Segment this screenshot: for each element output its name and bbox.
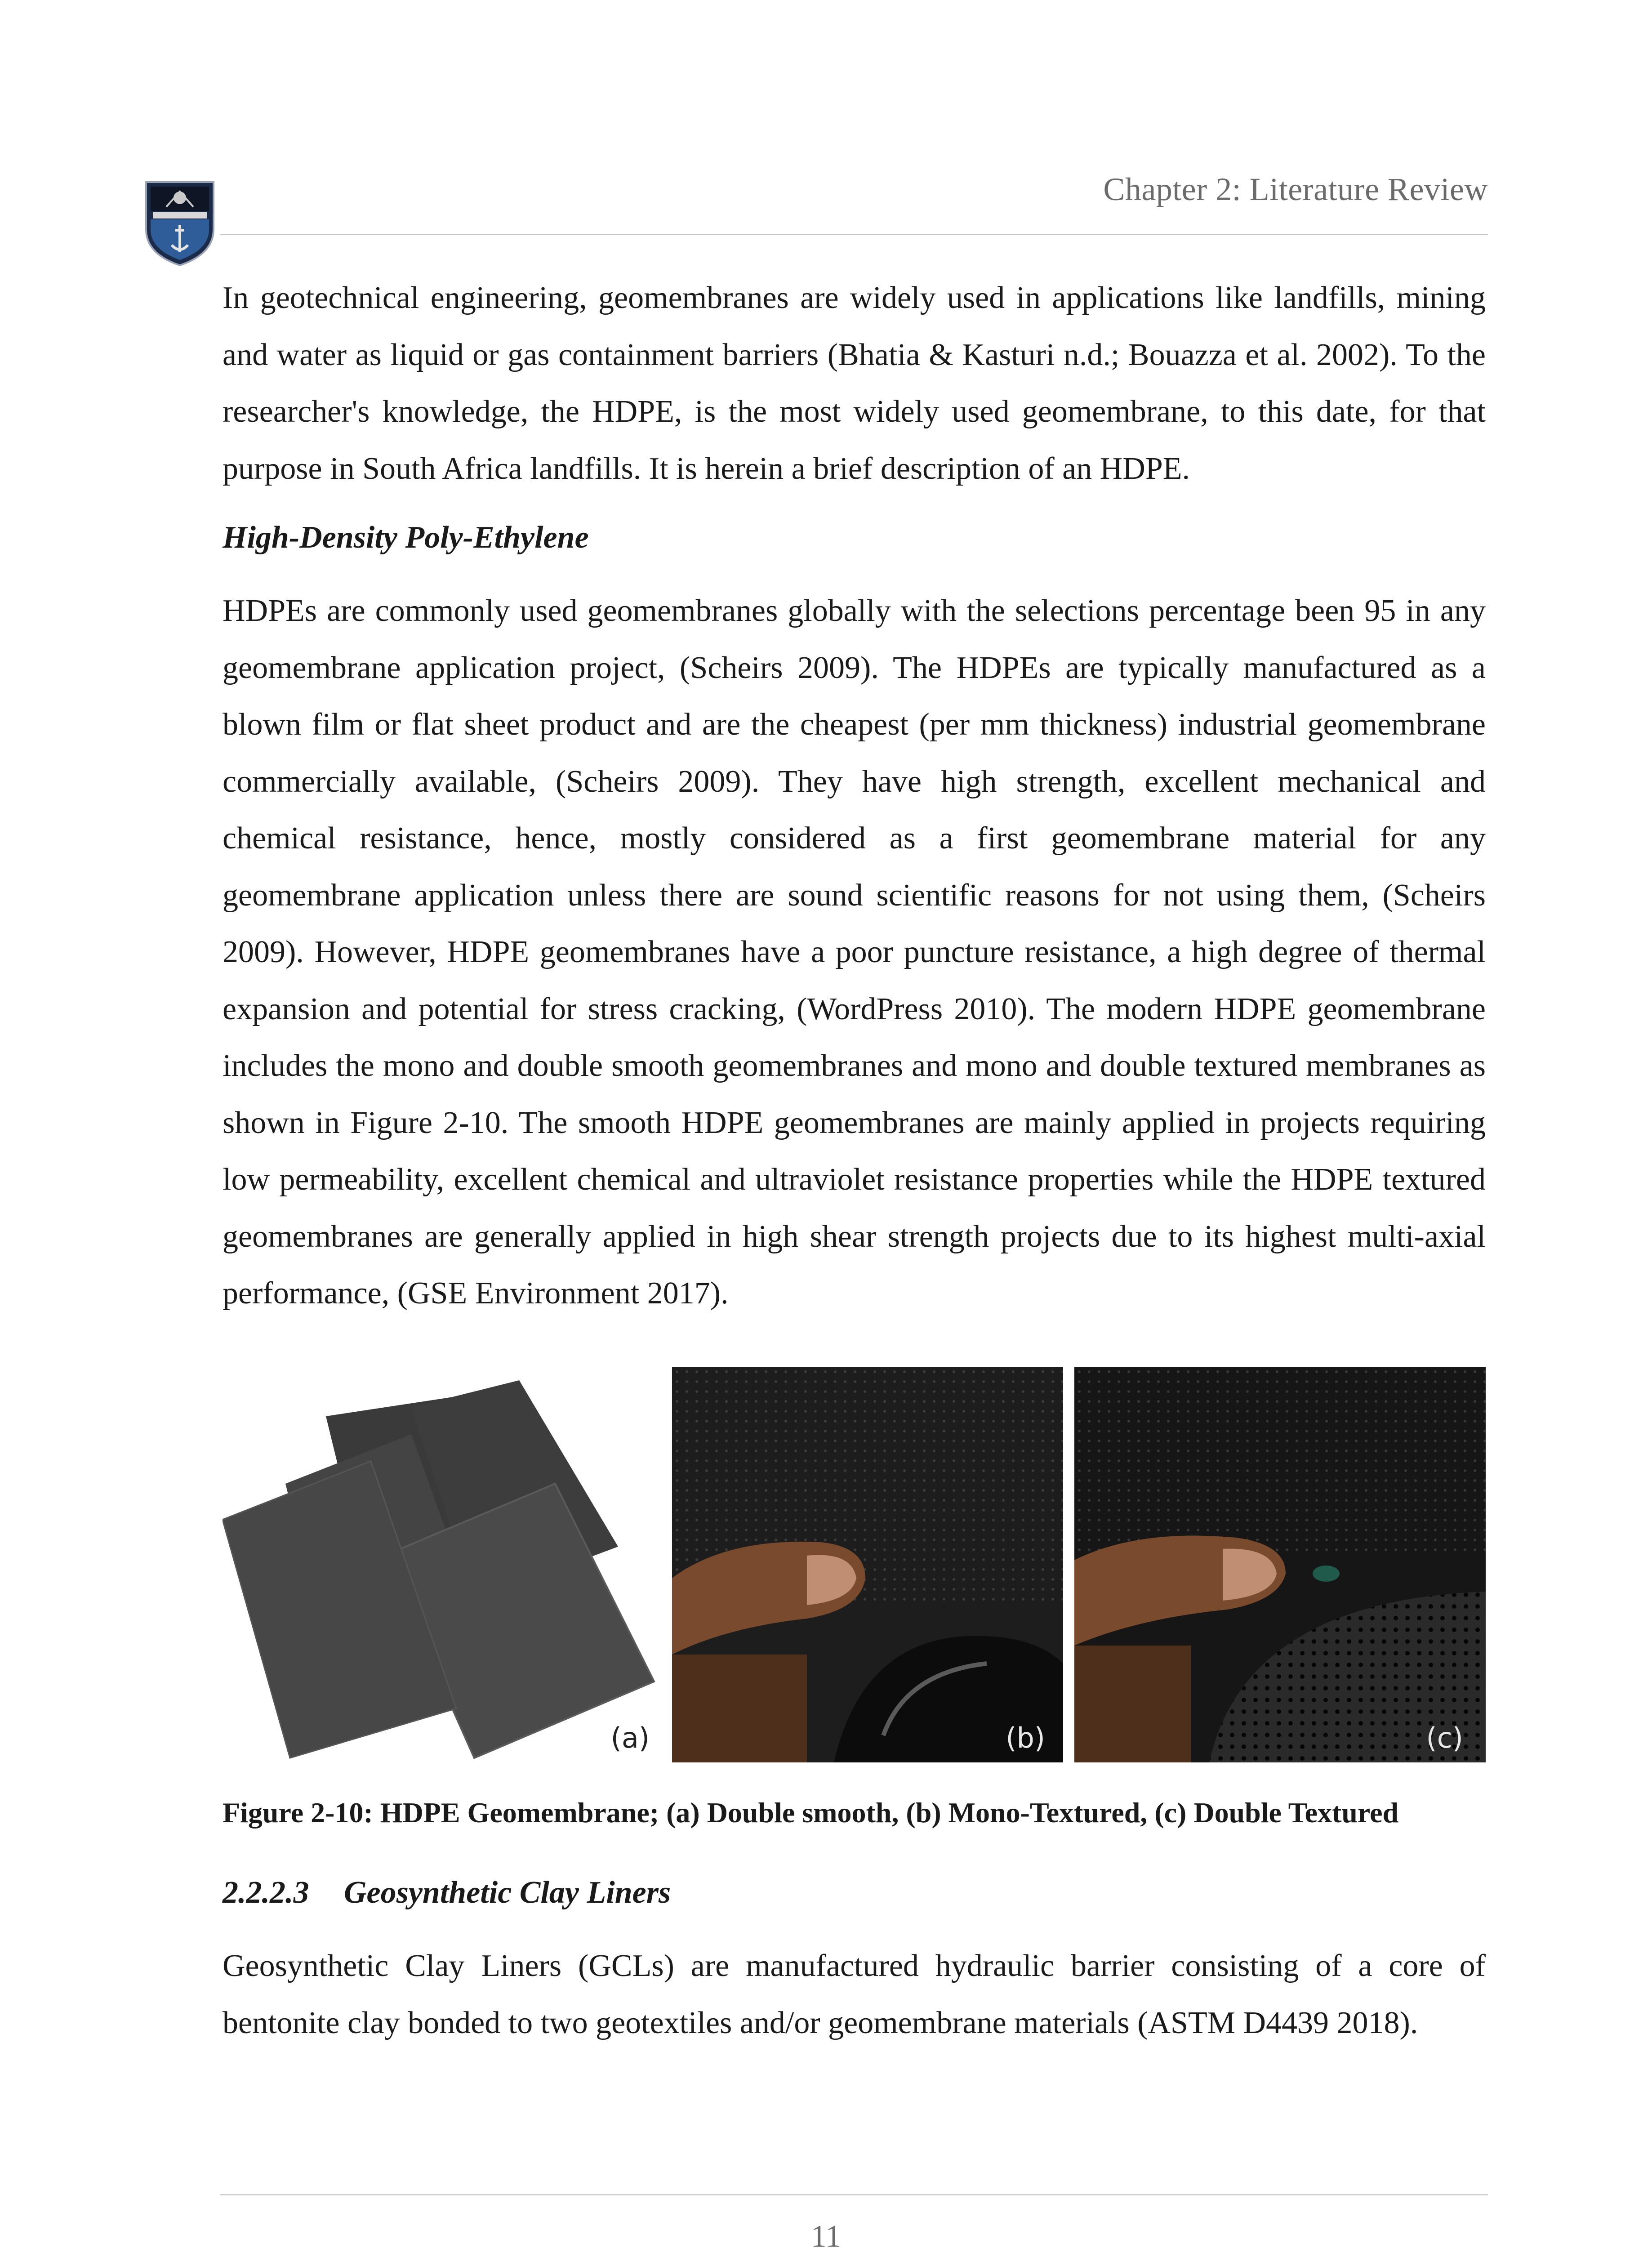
header-divider [220, 234, 1488, 235]
section-heading [223, 1870, 1486, 1915]
figure-caption: Figure 2-10: HDPE Geomembrane; (a) Double smooth, (b) Mono-Textured, (c) Double Textured [223, 1797, 1399, 1829]
footer-divider [220, 2194, 1488, 2195]
panel-label-b: (b) [1006, 1722, 1045, 1754]
university-crest-icon [144, 180, 216, 268]
page-number: 11 [810, 2219, 842, 2248]
chapter-title: Chapter 2: Literature Review [1103, 171, 1488, 207]
section-number: 2.2.2.3 [223, 1875, 309, 1910]
figure-panel-c [1074, 1367, 1486, 1762]
paragraph-gcl: Geosynthetic Clay Liners (GCLs) are manufactured hydraulic barrier consisting of a core of bentonite clay bonded to two geotextiles and/or geomembrane materials (ASTM D4439 2018). [223, 1949, 1486, 2040]
section-gcl [223, 1870, 1486, 2052]
smooth-sheets-illustration [223, 1367, 663, 1762]
page-header [220, 171, 1488, 238]
main-content [223, 270, 1486, 1322]
double-textured-illustration [1074, 1367, 1486, 1762]
mono-textured-illustration [672, 1367, 1063, 1762]
figure-panel-b [672, 1367, 1063, 1762]
figure-2-10 [223, 1367, 1486, 1762]
paragraph-intro: In geotechnical engineering, geomembranes are widely used in applications like landfills, mining and water as liquid or gas containment barriers (Bhatia & Kasturi n.d.; Bouazza et al. 2002). To the researcher's knowledge, the HDPE, is the most widely used geomembrane, to this date, for that purpose in South Africa landfills. It is herein a brief description of an HDPE. [223, 281, 1486, 486]
section-title: Geosynthetic Clay Liners [344, 1875, 671, 1910]
panel-label-a: (a) [610, 1722, 650, 1754]
subheading-hdpe: High-Density Poly-Ethylene [223, 520, 589, 555]
figure-panel-a [223, 1367, 663, 1762]
paragraph-hdpe: HDPEs are commonly used geomembranes globally with the selections percentage been 95 in any geomembrane application project, (Scheirs 2009). The HDPEs are typically manufactured as a blown film or flat sheet product and are the cheapest (per mm thickness) industrial geomembrane commercially available, (Scheirs 2009). They have high strength, excellent mechanical and chemical resistance, hence, mostly considered as a first geomembrane material for any geomembrane application unless there are sound scientific reasons for not using them, (Scheirs 2009). However, HDPE geomembranes have a poor puncture resistance, a high degree of thermal expansion and potential for stress cracking, (WordPress 2010). The modern HDPE geomembrane includes the mono and double smooth geomembranes and mono and double textured membranes as shown in Figure 2-10. The smooth HDPE geomembranes are mainly applied in projects requiring low permeability, excellent chemical and ultraviolet resistance properties while the HDPE textured geomembranes are generally applied in high shear strength projects due to its highest multi-axial performance, (GSE Environment 2017). [223, 593, 1486, 1311]
panel-label-c: (c) [1426, 1722, 1463, 1754]
